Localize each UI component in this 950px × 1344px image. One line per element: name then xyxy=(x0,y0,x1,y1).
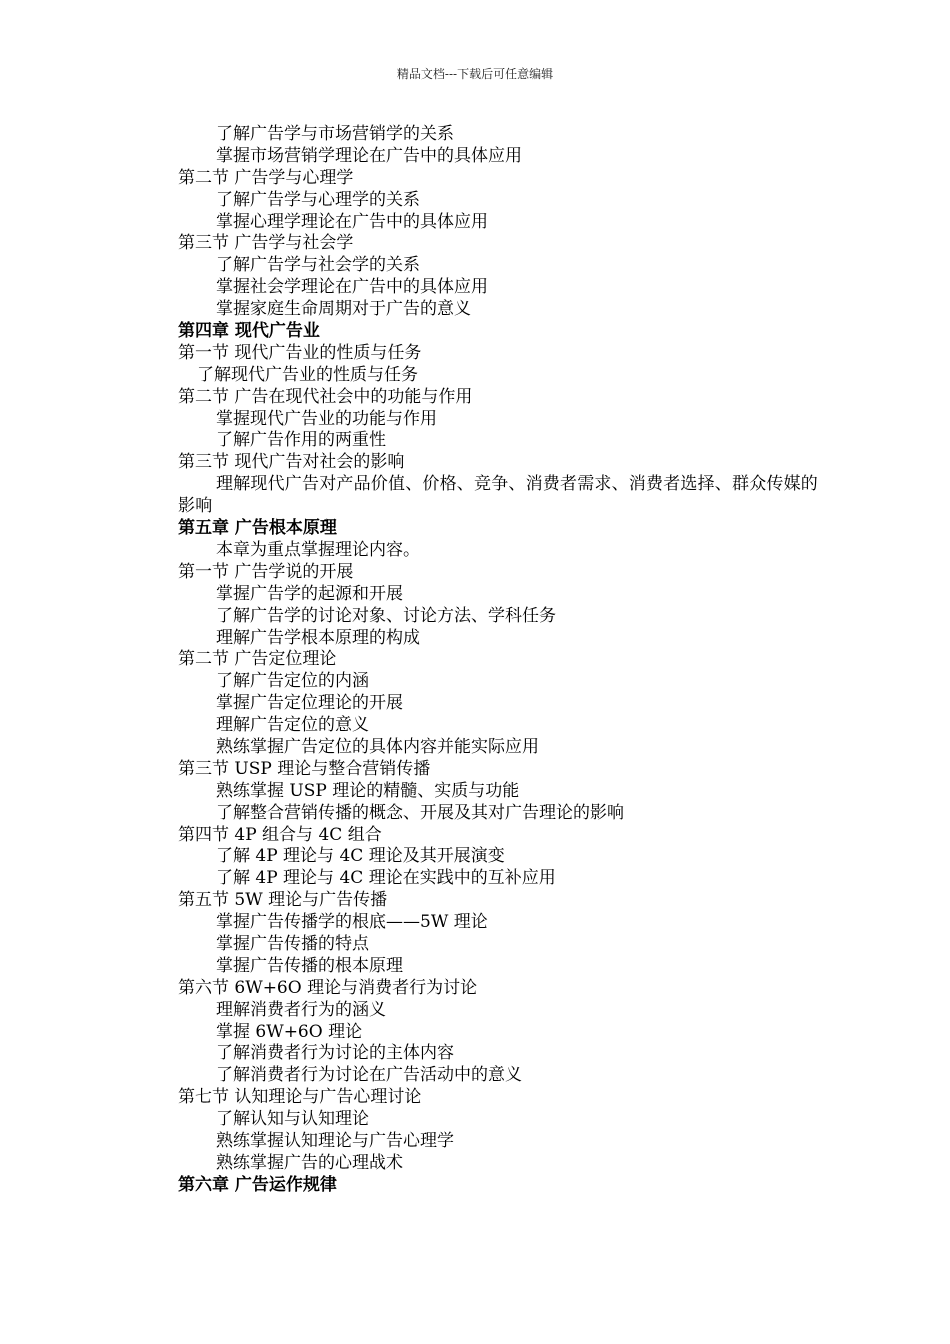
list-item: 掌握家庭生命周期对于广告的意义 xyxy=(216,299,471,320)
list-item: 掌握心理学理论在广告中的具体应用 xyxy=(216,211,488,232)
list-item: 了解整合营销传播的概念、开展及其对广告理论的影响 xyxy=(216,802,624,823)
list-item: 熟练掌握 USP 理论的精髓、实质与功能 xyxy=(216,780,520,801)
list-item: 熟练掌握认知理论与广告心理学 xyxy=(216,1131,454,1151)
chapter-heading: 第四章 现代广告业 xyxy=(178,321,320,342)
list-item: 了解消费者行为讨论的主体内容 xyxy=(216,1043,454,1064)
list-item: 本章为重点掌握理论内容。 xyxy=(216,539,420,560)
list-item: 掌握广告传播的根本原理 xyxy=(216,955,403,976)
list-item: 了解广告学与市场营销学的关系 xyxy=(216,124,454,144)
list-item: 了解 4P 理论与 4C 理论及其开展演变 xyxy=(216,846,505,867)
section-heading: 第五节 5W 理论与广告传播 xyxy=(178,890,388,911)
page-header: 精品文档---下载后可任意编辑 xyxy=(396,67,554,81)
section-heading: 第三节 广告学与社会学 xyxy=(178,233,354,254)
chapter-heading: 第五章 广告根本原理 xyxy=(178,518,337,539)
list-item: 了解 4P 理论与 4C 理论在实践中的互补应用 xyxy=(216,868,556,889)
list-item: 了解广告定位的内涵 xyxy=(216,671,369,692)
list-item: 掌握广告传播的特点 xyxy=(216,933,369,954)
section-heading: 第七节 认知理论与广告心理讨论 xyxy=(178,1087,422,1108)
list-item: 理解广告定位的意义 xyxy=(216,715,369,736)
section-heading: 第三节 现代广告对社会的影响 xyxy=(178,452,405,473)
list-item: 掌握广告定位理论的开展 xyxy=(216,693,403,714)
list-item: 了解广告学与社会学的关系 xyxy=(216,255,420,276)
list-item: 掌握 6W+6O 理论 xyxy=(216,1021,363,1042)
list-item: 了解现代广告业的性质与任务 xyxy=(197,364,418,385)
section-heading: 第一节 广告学说的开展 xyxy=(178,561,354,582)
list-item: 理解消费者行为的涵义 xyxy=(216,999,386,1020)
list-item: 了解广告学与心理学的关系 xyxy=(216,189,420,210)
list-item: 了解广告学的讨论对象、讨论方法、学科任务 xyxy=(216,605,556,626)
list-item: 了解认知与认知理论 xyxy=(216,1109,369,1130)
section-heading: 第二节 广告在现代社会中的功能与作用 xyxy=(178,386,473,407)
section-heading: 第一节 现代广告业的性质与任务 xyxy=(178,342,422,363)
list-item: 掌握社会学理论在广告中的具体应用 xyxy=(216,277,488,298)
list-item: 熟练掌握广告的心理战术 xyxy=(216,1152,403,1173)
section-heading: 第六节 6W+6O 理论与消费者行为讨论 xyxy=(178,977,478,998)
section-heading: 第二节 广告定位理论 xyxy=(178,649,337,670)
list-item: 掌握市场营销学理论在广告中的具体应用 xyxy=(216,145,522,166)
list-item: 了解广告作用的两重性 xyxy=(216,430,386,451)
chapter-heading: 第六章 广告运作规律 xyxy=(178,1174,337,1195)
list-item: 理解广告学根本原理的构成 xyxy=(216,627,420,648)
list-item: 掌握现代广告业的功能与作用 xyxy=(216,408,437,429)
section-heading: 第四节 4P 组合与 4C 组合 xyxy=(178,824,382,845)
document-body xyxy=(178,124,818,1197)
list-item-wrapped: 理解现代广告对产品价值、价格、竞争、消费者需求、消费者选择、群众传媒的影响 xyxy=(178,474,818,517)
list-item: 掌握广告学的起源和开展 xyxy=(216,583,403,604)
list-item: 掌握广告传播学的根底——5W 理论 xyxy=(216,912,488,933)
list-item: 了解消费者行为讨论在广告活动中的意义 xyxy=(216,1065,522,1086)
section-heading: 第三节 USP 理论与整合营销传播 xyxy=(178,758,431,779)
list-item: 熟练掌握广告定位的具体内容并能实际应用 xyxy=(216,736,539,757)
section-heading: 第二节 广告学与心理学 xyxy=(178,167,354,188)
